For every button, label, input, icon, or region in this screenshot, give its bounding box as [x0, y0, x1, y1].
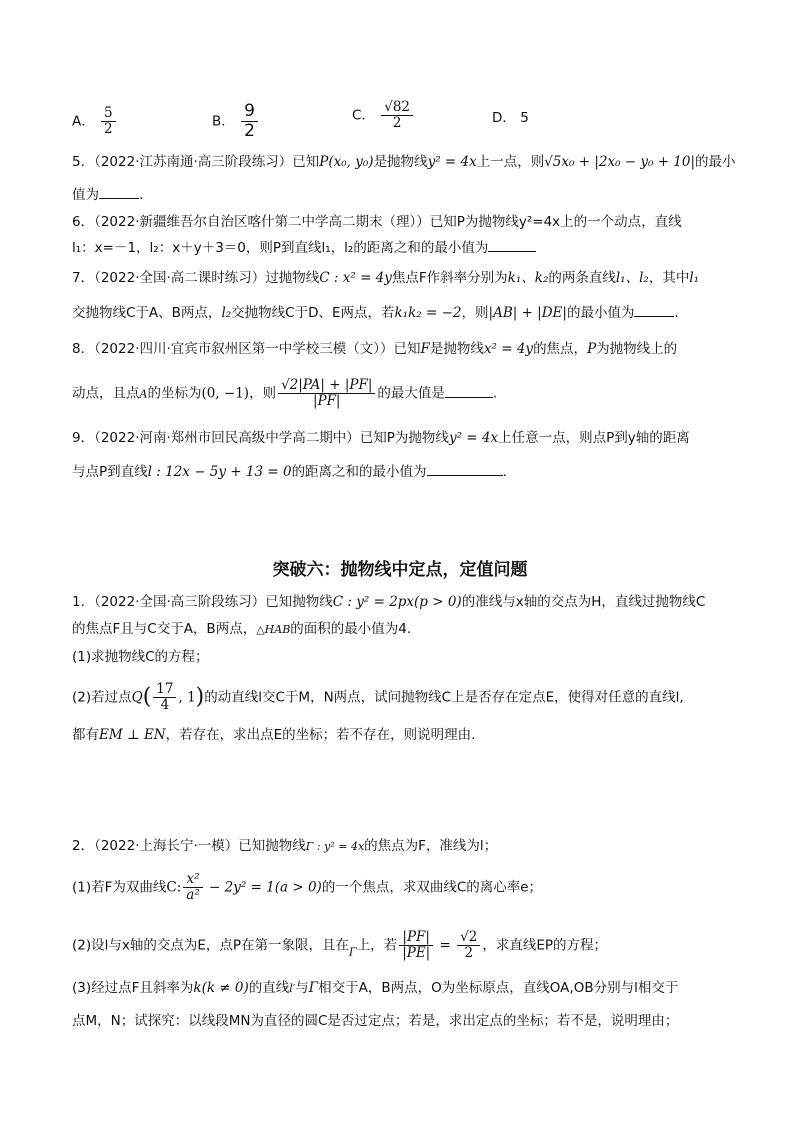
q8-text7: 的最大值是	[377, 385, 445, 402]
q9-equation: y² = 4x	[448, 430, 499, 446]
q8-end: .	[492, 385, 498, 402]
answer-blank[interactable]	[445, 383, 493, 398]
option-c	[352, 100, 415, 131]
option-d-value: 5	[520, 110, 529, 126]
p2-line4-text: 点M，N；试探究：以线段MN为直径的圆C是否过定点；若是，求出定点的坐标；若不是，说明理由；	[72, 1013, 679, 1029]
p2-source: （2022·上海长宁·一模）已知抛物线	[94, 838, 306, 854]
q8-focus: F	[420, 341, 430, 357]
p2-sub3	[72, 978, 732, 999]
p1-line2	[72, 619, 732, 640]
option-a-denominator: 2	[101, 121, 116, 137]
q8-text3: 为抛物线上的	[596, 341, 678, 357]
p2-hyperbola-name: C:	[166, 879, 182, 896]
answer-blank[interactable]	[634, 302, 674, 317]
p2-value-fraction	[457, 930, 480, 961]
q5-equation: y² = 4x	[427, 154, 477, 170]
p2-gamma-2: Γ	[308, 980, 319, 996]
p2-ratio-fraction	[399, 930, 433, 961]
p1-sub1	[72, 647, 732, 667]
option-d-label: D．	[492, 110, 516, 126]
q7-source: （2022·全国·高二课时练习）过抛物线	[94, 270, 320, 286]
q5-point: P(x₀, y₀)	[319, 154, 374, 170]
p1-line1	[72, 592, 732, 612]
q7-text3: ，其中	[648, 270, 690, 286]
q8-text2: 的焦点，	[533, 341, 588, 357]
q7-number: 7．	[72, 270, 95, 286]
p2-hyperbola-numerator: x²	[186, 871, 200, 887]
p1-number: 1．	[72, 594, 95, 610]
p1-q-numerator: 17	[156, 681, 174, 697]
p1-source: （2022·全国·高三阶段练习）已知抛物线	[94, 594, 333, 610]
q7-line2	[72, 302, 732, 323]
q8-number: 8．	[72, 341, 95, 357]
p2-hyperbola-rest: − 2y² = 1(a > 0)	[204, 879, 322, 896]
option-a-label: A．	[72, 113, 95, 130]
option-c-label: C．	[352, 107, 375, 124]
q8-point-a: A	[139, 387, 148, 401]
p2-number: 2．	[72, 838, 95, 854]
p2-hyperbola-fraction	[183, 872, 202, 903]
q5-text2: 上一点，则	[476, 154, 545, 170]
p1-point-q: Q	[131, 689, 143, 706]
p2-ratio-denominator: |PE|	[399, 945, 433, 961]
q5-end: .	[139, 187, 144, 203]
p2-sub1-text2: 的一个焦点，求双曲线C的离心率e；	[321, 879, 543, 896]
q7-sum: |AB| + |DE|	[488, 305, 567, 321]
option-a-fraction	[101, 106, 116, 137]
q7-line-l2: l₂	[221, 305, 232, 321]
q9-line1	[72, 428, 732, 448]
answer-blank[interactable]	[427, 461, 503, 476]
q7-line-l1: l₁	[689, 270, 700, 286]
option-c-denominator: 2	[381, 115, 413, 131]
p1-q-fraction	[153, 682, 176, 713]
q5-text3: 的最小	[695, 154, 736, 170]
q9-line2	[72, 461, 732, 482]
q6-line2	[72, 237, 732, 258]
p2-sub2	[72, 930, 732, 963]
p2-sub3-text3: 与	[295, 980, 309, 996]
p2-ratio-numerator: |PF|	[402, 929, 430, 945]
q7-text4: 交抛物线C于A、B两点，	[72, 305, 222, 321]
option-c-numerator: √82	[384, 99, 411, 115]
p2-line1	[72, 836, 732, 857]
q9-text4: 的距离之和的最小值为	[291, 464, 427, 480]
p1-text1: 的准线与x轴的交点为H，直线过抛物线C	[461, 594, 706, 610]
p2-sub2-text3: ，求直线EP的方程；	[482, 937, 608, 954]
p2-line-lprime: l′	[289, 982, 296, 995]
q5-line2-text: 值为	[72, 187, 99, 203]
q6-number: 6．	[72, 214, 95, 230]
p2-sub3-text1: (3)经过点F且斜率为	[72, 980, 194, 996]
p1-line4	[72, 725, 732, 745]
section-title: 突破六：抛物线中定点，定值问题	[272, 560, 528, 580]
q7-text7: 的最小值为	[566, 305, 635, 321]
option-b	[212, 102, 260, 141]
q7-equation: C : x² = 4y	[319, 270, 392, 286]
p2-equation: Γ : y² = 4x	[305, 840, 365, 853]
p1-q-denominator: 4	[153, 697, 176, 713]
q8-text4: 动点，且点	[72, 385, 140, 402]
q8-equation: x² = 4y	[483, 341, 534, 357]
q5-expression: √5x₀ + |2x₀ − y₀ + 10|	[544, 154, 696, 170]
p1-text2: 的焦点F且与C交于A，B两点，	[72, 621, 257, 637]
p1-sub1-text: (1)求抛物线C的方程；	[72, 649, 209, 665]
q8-coordinate: (0, −1)	[201, 385, 250, 402]
option-b-label: B．	[212, 113, 235, 130]
q8-text1: 是抛物线	[429, 341, 484, 357]
p1-text3: 的面积的最小值为4.	[290, 621, 412, 637]
q5-text1: 是抛物线	[373, 154, 428, 170]
option-b-fraction	[241, 102, 258, 141]
q8-line1	[72, 339, 732, 359]
q9-line-equation: l : 12x − 5y + 13 = 0	[147, 464, 292, 480]
q5-number: 5．	[72, 154, 95, 170]
p1-sub2-text2: 的动直线l交C于M，N两点，试问抛物线C上是否存在定点E，使得对任意的直线l,	[204, 689, 684, 706]
p2-sub1-text1: (1)若F为双曲线	[72, 879, 167, 896]
q8-text6: ，则	[249, 385, 277, 402]
p2-value-numerator: √2	[460, 929, 478, 945]
p2-slope: k(k ≠ 0)	[193, 980, 249, 996]
answer-blank[interactable]	[488, 237, 536, 252]
p2-line4	[72, 1011, 732, 1031]
q8-fraction-denominator: |PF|	[278, 393, 375, 409]
q8-fraction-numerator: √2|PA| + |PF|	[281, 377, 373, 393]
q7-end: .	[674, 305, 679, 321]
p2-value-denominator: 2	[457, 945, 480, 961]
option-a	[72, 106, 118, 137]
option-a-numerator: 5	[104, 105, 113, 121]
option-c-fraction	[381, 100, 413, 131]
q8-line2	[72, 378, 732, 409]
p1-text5: ，若存在，求出点E的坐标；若不存在，则说明理由.	[165, 727, 476, 743]
p2-hyperbola-denominator: a²	[183, 887, 202, 903]
q7-slopes: k₁、k₂	[507, 270, 549, 286]
q5-source: （2022·江苏南通·高三阶段练习）已知	[94, 154, 320, 170]
q7-text2: 的两条直线	[548, 270, 616, 286]
q6-text2: l₁：x=－1，l₂：x＋y＋3＝0，则P到直线l₁，l₂的距离之和的最小值为	[72, 240, 489, 256]
p2-sub3-text2: 的直线	[248, 980, 290, 996]
p2-text1: 的焦点为F，准线为l；	[364, 838, 498, 854]
p1-sub2: (2)若过点Q( $\frac{17}{4}$ , 1)的动直线l交C于M，N两点，试问抛物线C上是否存在定点E，使得对任意的直线l,	[72, 681, 684, 713]
q7-product: k₁k₂ = −2	[394, 305, 462, 321]
q9-text2: 上任意一点，则点P到y轴的距离	[498, 430, 690, 446]
p1-equation: C : y² = 2px(p > 0)	[332, 594, 462, 610]
p2-equals: =	[435, 937, 456, 954]
p2-sub3-text4: 相交于A，B两点，O为坐标原点，直线OA,OB分别与l相交于	[318, 980, 679, 996]
q5-line1	[72, 152, 736, 172]
p1-q-y: , 1	[178, 689, 196, 706]
q6-line1	[72, 212, 732, 232]
q8-text5: 的坐标为	[147, 385, 202, 402]
q7-text1: 焦点F作斜率分别为	[391, 270, 508, 286]
p1-text4: 都有	[72, 727, 99, 743]
q9-number: 9．	[72, 430, 95, 446]
p1-sub2-text1: (2)若过点	[72, 689, 132, 706]
q8-point: P	[587, 341, 597, 357]
q6-text1: （2022·新疆维吾尔自治区喀什第二中学高二期末（理））已知P为抛物线y²=4x上的一个动点，直线	[94, 214, 682, 230]
q8-source: （2022·四川·宜宾市叙州区第一中学校三模（文））已知	[94, 341, 421, 357]
q5-line2	[72, 184, 732, 205]
q7-text5: 交抛物线C于D、E两点，若	[231, 305, 395, 321]
q8-fraction	[278, 378, 375, 409]
option-b-denominator: 2	[241, 121, 258, 141]
p2-sub2-text2: 上，若	[356, 937, 398, 954]
option-b-numerator: 9	[244, 101, 255, 121]
p1-triangle: △HAB	[256, 623, 291, 636]
q9-text1: （2022·河南·郑州市回民高级中学高二期中）已知P为抛物线	[94, 430, 449, 446]
p2-gamma: Γ	[349, 945, 357, 959]
q9-text3: 与点P到直线	[72, 464, 148, 480]
answer-blank[interactable]	[99, 184, 139, 199]
q7-line1	[72, 268, 732, 288]
option-d	[492, 108, 529, 128]
p2-sub1	[72, 872, 732, 903]
p1-perpendicular: EM ⊥ EN	[99, 727, 166, 743]
q7-text6: ，则	[461, 305, 489, 321]
q7-lines: l₁、l₂	[615, 270, 649, 286]
q9-end: .	[502, 464, 507, 480]
p2-sub2-text1: (2)设l与x轴的交点为E，点P在第一象限，且在	[72, 937, 350, 954]
